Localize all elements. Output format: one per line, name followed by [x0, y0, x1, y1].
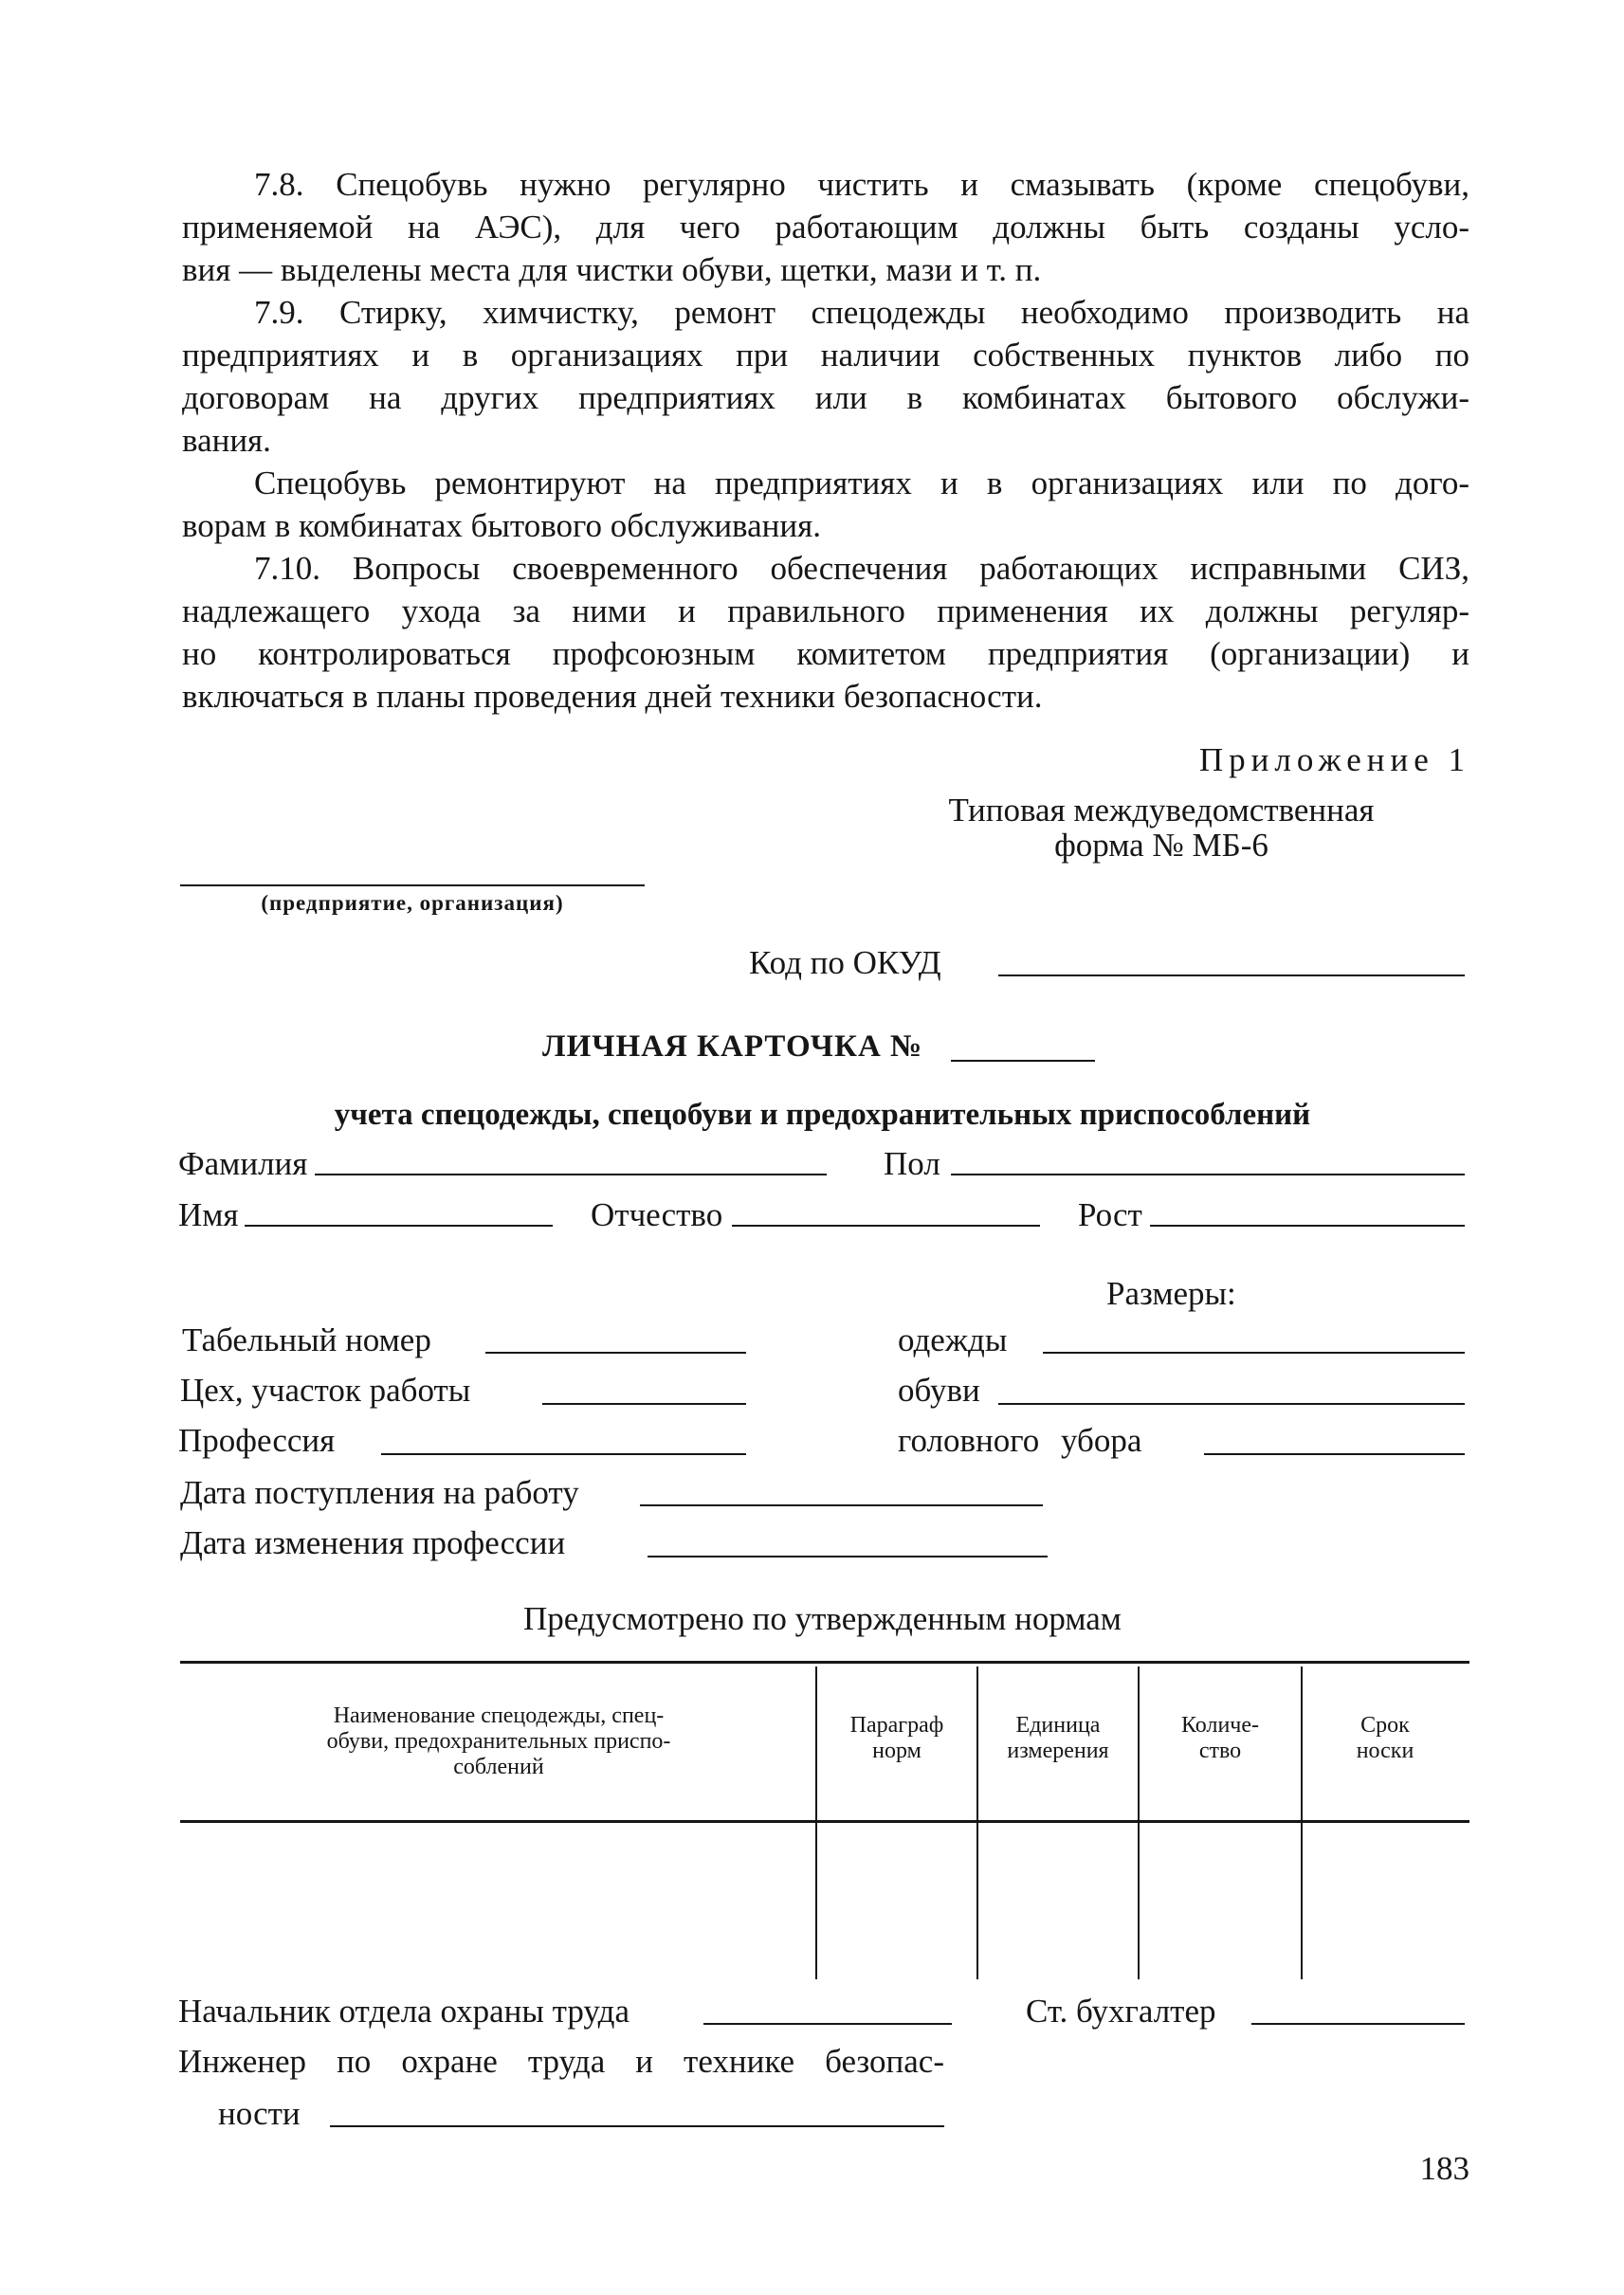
shoes-size-line [998, 1403, 1465, 1405]
profession-change-label: Дата изменения профессии [180, 1524, 566, 1561]
body-text [182, 163, 1469, 718]
surname-line [315, 1174, 827, 1175]
paragraph-7-8-line-1: 7.8. Спецобувь нужно регулярно чистить и смазывать (кроме спецобуви, [254, 166, 1469, 203]
accountant-label: Ст. бухгалтер [1026, 1993, 1216, 2030]
safety-head-label: Начальник отдела охраны труда [178, 1993, 630, 2030]
header-quantity: Количе- ство [1180, 1713, 1260, 1763]
workshop-line [542, 1403, 746, 1405]
paragraph-7-9-line-2: предприятиях и в организациях при наличии собственных пунктов либо по [182, 337, 1469, 373]
workshop-label: Цех, участок работы [180, 1372, 471, 1409]
page-number: 183 [1419, 2150, 1469, 2187]
clothes-size-label: одежды [898, 1321, 1008, 1358]
profession-line [381, 1453, 746, 1455]
header-wear-period: Срок носки [1356, 1713, 1414, 1763]
hire-date-label: Дата поступления на работу [180, 1474, 579, 1511]
paragraph-7-9-line-4: вания. [182, 422, 271, 459]
shoes-size-label: обуви [898, 1372, 980, 1409]
surname-label: Фамилия [178, 1145, 308, 1182]
paragraph-7-9-line-1: 7.9. Стирку, химчистку, ремонт спецодежды необходимо производить на [254, 294, 1469, 331]
sizes-label: Размеры: [1106, 1275, 1236, 1312]
safety-head-line [703, 2023, 952, 2025]
paragraph-7-9-line-3: договорам на других предприятиях или в комбинатах бытового обслужи- [182, 379, 1469, 416]
header-item-name: Наименование спецодежды, спец- обуви, предохранительных приспо- соблений [326, 1703, 671, 1779]
norms-heading: Предусмотрено по утвержденным нормам [523, 1600, 1122, 1637]
enterprise-line [180, 884, 645, 886]
height-label: Рост [1078, 1196, 1142, 1233]
paragraph-repair-line-1: Спецобувь ремонтируют на предприятиях и в организациях или по дого- [254, 464, 1469, 501]
clothes-size-line [1043, 1352, 1465, 1354]
paragraph-7-10-line-3: но контролироваться профсоюзным комитетом предприятия (организации) и [182, 635, 1469, 672]
paragraph-7-8-line-2: применяемой на АЭС), для чего работающим должны быть созданы усло- [182, 209, 1469, 246]
hire-date-line [640, 1504, 1043, 1506]
engineer-label-line-1: Инженер по охране труда и технике безопас- [178, 2043, 944, 2080]
profession-label: Профессия [178, 1422, 336, 1459]
paragraph-7-10-line-2: надлежащего ухода за ними и правильного применения их должны регуляр- [182, 592, 1469, 629]
okud-label: Код по ОКУД [749, 944, 941, 981]
form-type-line-1: Типовая междуведомственная [948, 792, 1375, 829]
height-line [1150, 1225, 1465, 1227]
header-unit: Единица измерения [1007, 1713, 1109, 1763]
paragraph-repair-line-2: ворам в комбинатах бытового обслуживания. [182, 507, 821, 544]
form-type-line-2: форма № МБ-6 [1054, 827, 1268, 864]
okud-line [998, 974, 1465, 976]
patronymic-label: Отчество [591, 1196, 723, 1233]
engineer-line [330, 2125, 944, 2127]
appendix-label: Приложение 1 [1198, 741, 1470, 778]
name-label: Имя [178, 1196, 239, 1233]
table-top-border [180, 1661, 1469, 1664]
headwear-size-line [1204, 1453, 1465, 1455]
accountant-line [1251, 2023, 1465, 2025]
card-title: ЛИЧНАЯ КАРТОЧКА № [542, 1029, 923, 1064]
header-paragraph: Параграф норм [849, 1713, 944, 1763]
name-line [245, 1225, 553, 1227]
profession-change-line [648, 1556, 1048, 1557]
table-header-border [180, 1820, 1469, 1823]
tab-number-line [485, 1352, 746, 1354]
paragraph-7-10-line-1: 7.10. Вопросы своевременного обеспечения работающих исправными СИЗ, [254, 550, 1469, 587]
paragraph-7-8-line-3: вия — выделены места для чистки обуви, щетки, мази и т. п. [182, 251, 1042, 288]
paragraph-7-10-line-4: включаться в планы проведения дней техники безопасности. [182, 678, 1043, 715]
patronymic-line [732, 1225, 1040, 1227]
engineer-label-line-2: ности [218, 2095, 301, 2132]
sex-line [951, 1174, 1465, 1175]
card-subtitle: учета спецодежды, спецобуви и предохранительных приспособлений [334, 1098, 1311, 1132]
sex-label: Пол [884, 1145, 940, 1182]
enterprise-caption: (предприятие, организация) [261, 891, 564, 915]
card-number-line [951, 1060, 1095, 1062]
tab-number-label: Табельный номер [182, 1321, 431, 1358]
headwear-size-label: головного убора [898, 1422, 1142, 1459]
